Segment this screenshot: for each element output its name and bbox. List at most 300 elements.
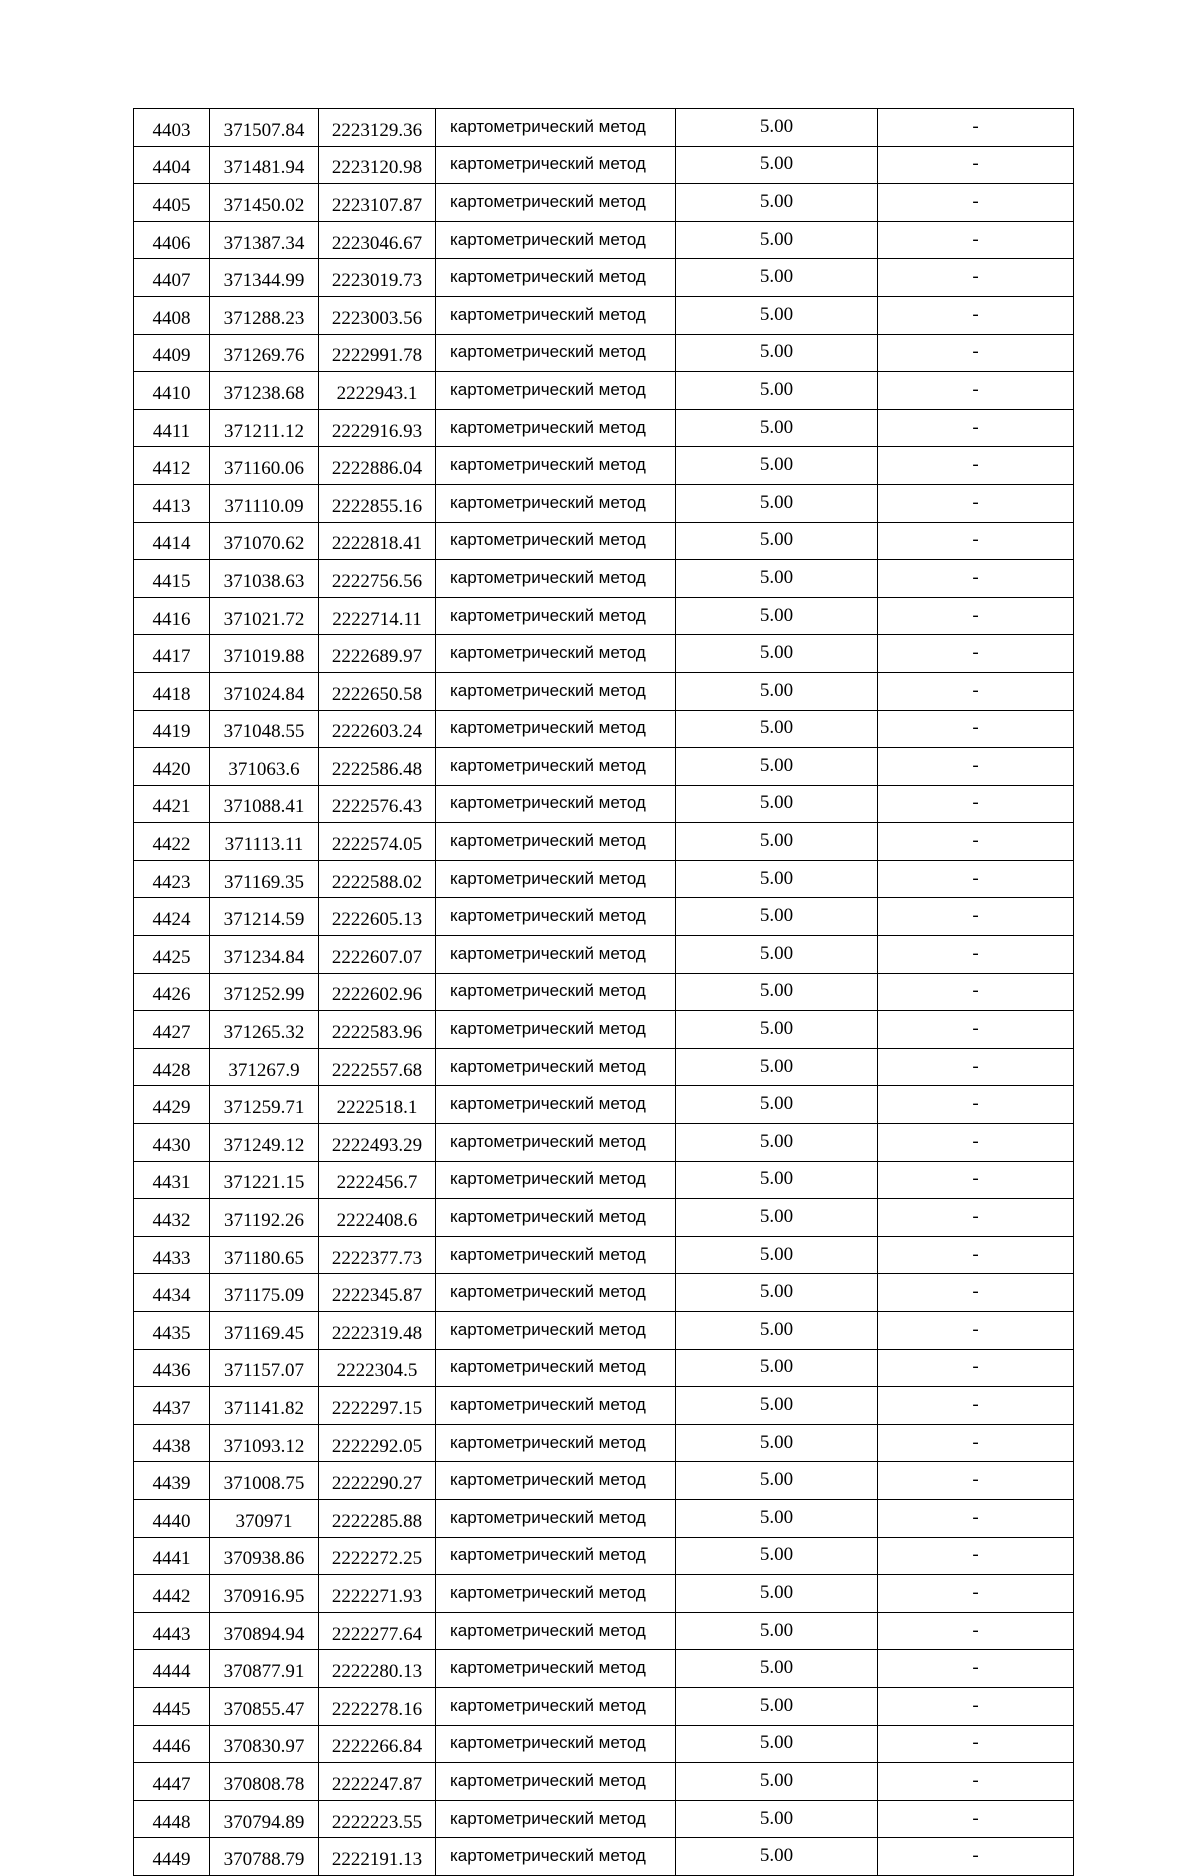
accuracy-cell: 5.00: [676, 1387, 878, 1425]
method-cell: картометрический метод: [436, 1236, 676, 1274]
y-coordinate-cell: 2222292.05: [319, 1424, 436, 1462]
point-number-cell: 4437: [134, 1387, 210, 1425]
x-coordinate-cell: 371180.65: [210, 1236, 319, 1274]
accuracy-cell: 5.00: [676, 1838, 878, 1876]
y-coordinate-cell: 2223046.67: [319, 221, 436, 259]
description-cell: -: [878, 1650, 1074, 1688]
table-row: [134, 823, 1074, 861]
method-cell: картометрический метод: [436, 1387, 676, 1425]
accuracy-cell: 5.00: [676, 409, 878, 447]
point-number-cell: 4426: [134, 973, 210, 1011]
x-coordinate-cell: 371481.94: [210, 146, 319, 184]
table-row: [134, 1048, 1074, 1086]
method-cell: картометрический метод: [436, 1011, 676, 1049]
y-coordinate-cell: 2222518.1: [319, 1086, 436, 1124]
method-cell: картометрический метод: [436, 1124, 676, 1162]
method-cell: картометрический метод: [436, 1725, 676, 1763]
x-coordinate-cell: 370830.97: [210, 1725, 319, 1763]
x-coordinate-cell: 371265.32: [210, 1011, 319, 1049]
accuracy-cell: 5.00: [676, 1424, 878, 1462]
table-row: [134, 1349, 1074, 1387]
method-cell: картометрический метод: [436, 522, 676, 560]
accuracy-cell: 5.00: [676, 146, 878, 184]
y-coordinate-cell: 2222271.93: [319, 1575, 436, 1613]
point-number-cell: 4416: [134, 597, 210, 635]
accuracy-cell: 5.00: [676, 1161, 878, 1199]
description-cell: -: [878, 785, 1074, 823]
method-cell: картометрический метод: [436, 1161, 676, 1199]
method-cell: картометрический метод: [436, 1086, 676, 1124]
description-cell: -: [878, 1349, 1074, 1387]
accuracy-cell: 5.00: [676, 296, 878, 334]
x-coordinate-cell: 370938.86: [210, 1537, 319, 1575]
x-coordinate-cell: 370894.94: [210, 1612, 319, 1650]
y-coordinate-cell: 2222886.04: [319, 447, 436, 485]
x-coordinate-cell: 371160.06: [210, 447, 319, 485]
method-cell: картометрический метод: [436, 1838, 676, 1876]
method-cell: картометрический метод: [436, 1650, 676, 1688]
y-coordinate-cell: 2222272.25: [319, 1537, 436, 1575]
x-coordinate-cell: 371110.09: [210, 484, 319, 522]
y-coordinate-cell: 2222991.78: [319, 334, 436, 372]
table-row: [134, 936, 1074, 974]
x-coordinate-cell: 371019.88: [210, 635, 319, 673]
point-number-cell: 4449: [134, 1838, 210, 1876]
method-cell: картометрический метод: [436, 672, 676, 710]
accuracy-cell: 5.00: [676, 334, 878, 372]
point-number-cell: 4415: [134, 560, 210, 598]
method-cell: картометрический метод: [436, 560, 676, 598]
point-number-cell: 4408: [134, 296, 210, 334]
table-row: [134, 1575, 1074, 1613]
description-cell: -: [878, 1011, 1074, 1049]
y-coordinate-cell: 2222297.15: [319, 1387, 436, 1425]
method-cell: картометрический метод: [436, 1687, 676, 1725]
point-number-cell: 4414: [134, 522, 210, 560]
table-row: [134, 1086, 1074, 1124]
method-cell: картометрический метод: [436, 1312, 676, 1350]
description-cell: -: [878, 560, 1074, 598]
accuracy-cell: 5.00: [676, 372, 878, 410]
point-number-cell: 4422: [134, 823, 210, 861]
y-coordinate-cell: 2222280.13: [319, 1650, 436, 1688]
y-coordinate-cell: 2222689.97: [319, 635, 436, 673]
point-number-cell: 4434: [134, 1274, 210, 1312]
table-row: [134, 1612, 1074, 1650]
description-cell: -: [878, 184, 1074, 222]
table-row: [134, 1274, 1074, 1312]
table-row: [134, 1011, 1074, 1049]
description-cell: -: [878, 1499, 1074, 1537]
table-row: [134, 1763, 1074, 1801]
point-number-cell: 4435: [134, 1312, 210, 1350]
table-row: [134, 109, 1074, 147]
y-coordinate-cell: 2222277.64: [319, 1612, 436, 1650]
x-coordinate-cell: 370788.79: [210, 1838, 319, 1876]
table-row: [134, 1838, 1074, 1876]
description-cell: -: [878, 1387, 1074, 1425]
y-coordinate-cell: 2222456.7: [319, 1161, 436, 1199]
accuracy-cell: 5.00: [676, 1274, 878, 1312]
table-row: [134, 1725, 1074, 1763]
x-coordinate-cell: 371169.45: [210, 1312, 319, 1350]
accuracy-cell: 5.00: [676, 184, 878, 222]
point-number-cell: 4420: [134, 748, 210, 786]
y-coordinate-cell: 2222557.68: [319, 1048, 436, 1086]
accuracy-cell: 5.00: [676, 860, 878, 898]
table-row: [134, 748, 1074, 786]
table-row: [134, 1650, 1074, 1688]
y-coordinate-cell: 2222605.13: [319, 898, 436, 936]
point-number-cell: 4432: [134, 1199, 210, 1237]
x-coordinate-cell: 371344.99: [210, 259, 319, 297]
method-cell: картометрический метод: [436, 785, 676, 823]
y-coordinate-cell: 2222576.43: [319, 785, 436, 823]
point-number-cell: 4424: [134, 898, 210, 936]
accuracy-cell: 5.00: [676, 1048, 878, 1086]
description-cell: -: [878, 1424, 1074, 1462]
table-row: [134, 259, 1074, 297]
y-coordinate-cell: 2222266.84: [319, 1725, 436, 1763]
point-number-cell: 4440: [134, 1499, 210, 1537]
point-number-cell: 4442: [134, 1575, 210, 1613]
x-coordinate-cell: 370877.91: [210, 1650, 319, 1688]
table-row: [134, 1312, 1074, 1350]
method-cell: картометрический метод: [436, 334, 676, 372]
accuracy-cell: 5.00: [676, 1537, 878, 1575]
description-cell: -: [878, 1725, 1074, 1763]
accuracy-cell: 5.00: [676, 672, 878, 710]
accuracy-cell: 5.00: [676, 522, 878, 560]
table-row: [134, 672, 1074, 710]
table-row: [134, 1199, 1074, 1237]
accuracy-cell: 5.00: [676, 785, 878, 823]
table-row: [134, 184, 1074, 222]
accuracy-cell: 5.00: [676, 597, 878, 635]
point-number-cell: 4421: [134, 785, 210, 823]
description-cell: -: [878, 334, 1074, 372]
x-coordinate-cell: 370808.78: [210, 1763, 319, 1801]
description-cell: -: [878, 221, 1074, 259]
y-coordinate-cell: 2222247.87: [319, 1763, 436, 1801]
description-cell: -: [878, 1800, 1074, 1838]
description-cell: -: [878, 1312, 1074, 1350]
description-cell: -: [878, 484, 1074, 522]
method-cell: картометрический метод: [436, 936, 676, 974]
y-coordinate-cell: 2222493.29: [319, 1124, 436, 1162]
y-coordinate-cell: 2222714.11: [319, 597, 436, 635]
point-number-cell: 4413: [134, 484, 210, 522]
description-cell: -: [878, 1199, 1074, 1237]
method-cell: картометрический метод: [436, 1763, 676, 1801]
accuracy-cell: 5.00: [676, 560, 878, 598]
point-number-cell: 4427: [134, 1011, 210, 1049]
description-cell: -: [878, 1763, 1074, 1801]
point-number-cell: 4405: [134, 184, 210, 222]
accuracy-cell: 5.00: [676, 898, 878, 936]
method-cell: картометрический метод: [436, 898, 676, 936]
accuracy-cell: 5.00: [676, 1462, 878, 1500]
method-cell: картометрический метод: [436, 1462, 676, 1500]
coordinates-table: [133, 108, 1074, 1876]
table-row: [134, 372, 1074, 410]
accuracy-cell: 5.00: [676, 1011, 878, 1049]
method-cell: картометрический метод: [436, 1499, 676, 1537]
table-row: [134, 522, 1074, 560]
accuracy-cell: 5.00: [676, 1499, 878, 1537]
x-coordinate-cell: 371221.15: [210, 1161, 319, 1199]
description-cell: -: [878, 1236, 1074, 1274]
x-coordinate-cell: 371252.99: [210, 973, 319, 1011]
y-coordinate-cell: 2222650.58: [319, 672, 436, 710]
accuracy-cell: 5.00: [676, 1575, 878, 1613]
y-coordinate-cell: 2222943.1: [319, 372, 436, 410]
y-coordinate-cell: 2222818.41: [319, 522, 436, 560]
point-number-cell: 4431: [134, 1161, 210, 1199]
y-coordinate-cell: 2222603.24: [319, 710, 436, 748]
method-cell: картометрический метод: [436, 409, 676, 447]
y-coordinate-cell: 2222377.73: [319, 1236, 436, 1274]
accuracy-cell: 5.00: [676, 1800, 878, 1838]
description-cell: -: [878, 1575, 1074, 1613]
table-row: [134, 146, 1074, 184]
y-coordinate-cell: 2222583.96: [319, 1011, 436, 1049]
x-coordinate-cell: 371008.75: [210, 1462, 319, 1500]
accuracy-cell: 5.00: [676, 1650, 878, 1688]
x-coordinate-cell: 371070.62: [210, 522, 319, 560]
x-coordinate-cell: 371211.12: [210, 409, 319, 447]
point-number-cell: 4418: [134, 672, 210, 710]
point-number-cell: 4441: [134, 1537, 210, 1575]
y-coordinate-cell: 2222756.56: [319, 560, 436, 598]
table-row: [134, 898, 1074, 936]
method-cell: картометрический метод: [436, 635, 676, 673]
y-coordinate-cell: 2222586.48: [319, 748, 436, 786]
method-cell: картометрический метод: [436, 1274, 676, 1312]
description-cell: -: [878, 1161, 1074, 1199]
x-coordinate-cell: 371259.71: [210, 1086, 319, 1124]
accuracy-cell: 5.00: [676, 1236, 878, 1274]
table-row: [134, 334, 1074, 372]
y-coordinate-cell: 2222290.27: [319, 1462, 436, 1500]
y-coordinate-cell: 2222304.5: [319, 1349, 436, 1387]
point-number-cell: 4423: [134, 860, 210, 898]
method-cell: картометрический метод: [436, 1575, 676, 1613]
method-cell: картометрический метод: [436, 184, 676, 222]
y-coordinate-cell: 2222285.88: [319, 1499, 436, 1537]
accuracy-cell: 5.00: [676, 447, 878, 485]
description-cell: -: [878, 710, 1074, 748]
x-coordinate-cell: 371048.55: [210, 710, 319, 748]
point-number-cell: 4429: [134, 1086, 210, 1124]
x-coordinate-cell: 370855.47: [210, 1687, 319, 1725]
x-coordinate-cell: 370916.95: [210, 1575, 319, 1613]
method-cell: картометрический метод: [436, 1199, 676, 1237]
table-row: [134, 296, 1074, 334]
y-coordinate-cell: 2222855.16: [319, 484, 436, 522]
point-number-cell: 4419: [134, 710, 210, 748]
method-cell: картометрический метод: [436, 372, 676, 410]
table-row: [134, 597, 1074, 635]
description-cell: -: [878, 1687, 1074, 1725]
x-coordinate-cell: 371249.12: [210, 1124, 319, 1162]
accuracy-cell: 5.00: [676, 1124, 878, 1162]
point-number-cell: 4428: [134, 1048, 210, 1086]
x-coordinate-cell: 370794.89: [210, 1800, 319, 1838]
x-coordinate-cell: 371093.12: [210, 1424, 319, 1462]
table-row: [134, 973, 1074, 1011]
point-number-cell: 4407: [134, 259, 210, 297]
y-coordinate-cell: 2223107.87: [319, 184, 436, 222]
accuracy-cell: 5.00: [676, 1687, 878, 1725]
x-coordinate-cell: 371507.84: [210, 109, 319, 147]
point-number-cell: 4412: [134, 447, 210, 485]
method-cell: картометрический метод: [436, 1800, 676, 1838]
point-number-cell: 4444: [134, 1650, 210, 1688]
x-coordinate-cell: 371063.6: [210, 748, 319, 786]
description-cell: -: [878, 296, 1074, 334]
description-cell: -: [878, 372, 1074, 410]
y-coordinate-cell: 2222602.96: [319, 973, 436, 1011]
accuracy-cell: 5.00: [676, 221, 878, 259]
table-row: [134, 409, 1074, 447]
y-coordinate-cell: 2222588.02: [319, 860, 436, 898]
description-cell: -: [878, 860, 1074, 898]
accuracy-cell: 5.00: [676, 973, 878, 1011]
table-row: [134, 447, 1074, 485]
accuracy-cell: 5.00: [676, 710, 878, 748]
accuracy-cell: 5.00: [676, 259, 878, 297]
description-cell: -: [878, 748, 1074, 786]
x-coordinate-cell: 371214.59: [210, 898, 319, 936]
description-cell: -: [878, 109, 1074, 147]
description-cell: -: [878, 146, 1074, 184]
method-cell: картометрический метод: [436, 221, 676, 259]
accuracy-cell: 5.00: [676, 1763, 878, 1801]
method-cell: картометрический метод: [436, 748, 676, 786]
point-number-cell: 4430: [134, 1124, 210, 1162]
x-coordinate-cell: 371169.35: [210, 860, 319, 898]
y-coordinate-cell: 2222607.07: [319, 936, 436, 974]
y-coordinate-cell: 2222916.93: [319, 409, 436, 447]
description-cell: -: [878, 1838, 1074, 1876]
accuracy-cell: 5.00: [676, 1312, 878, 1350]
x-coordinate-cell: 371157.07: [210, 1349, 319, 1387]
accuracy-cell: 5.00: [676, 936, 878, 974]
accuracy-cell: 5.00: [676, 484, 878, 522]
method-cell: картометрический метод: [436, 823, 676, 861]
point-number-cell: 4404: [134, 146, 210, 184]
table-row: [134, 1424, 1074, 1462]
point-number-cell: 4446: [134, 1725, 210, 1763]
description-cell: -: [878, 597, 1074, 635]
description-cell: -: [878, 973, 1074, 1011]
point-number-cell: 4425: [134, 936, 210, 974]
y-coordinate-cell: 2223120.98: [319, 146, 436, 184]
coordinates-table-body: [134, 109, 1074, 1876]
table-row: [134, 785, 1074, 823]
y-coordinate-cell: 2222319.48: [319, 1312, 436, 1350]
x-coordinate-cell: 371288.23: [210, 296, 319, 334]
table-row: [134, 484, 1074, 522]
x-coordinate-cell: 371175.09: [210, 1274, 319, 1312]
table-row: [134, 1161, 1074, 1199]
description-cell: -: [878, 1086, 1074, 1124]
table-row: [134, 1687, 1074, 1725]
point-number-cell: 4403: [134, 109, 210, 147]
x-coordinate-cell: 371267.9: [210, 1048, 319, 1086]
x-coordinate-cell: 370971: [210, 1499, 319, 1537]
accuracy-cell: 5.00: [676, 109, 878, 147]
description-cell: -: [878, 259, 1074, 297]
description-cell: -: [878, 1537, 1074, 1575]
accuracy-cell: 5.00: [676, 1086, 878, 1124]
table-row: [134, 1800, 1074, 1838]
accuracy-cell: 5.00: [676, 823, 878, 861]
y-coordinate-cell: 2222191.13: [319, 1838, 436, 1876]
x-coordinate-cell: 371450.02: [210, 184, 319, 222]
y-coordinate-cell: 2222278.16: [319, 1687, 436, 1725]
x-coordinate-cell: 371088.41: [210, 785, 319, 823]
point-number-cell: 4406: [134, 221, 210, 259]
accuracy-cell: 5.00: [676, 635, 878, 673]
method-cell: картометрический метод: [436, 710, 676, 748]
method-cell: картометрический метод: [436, 1612, 676, 1650]
description-cell: -: [878, 409, 1074, 447]
method-cell: картометрический метод: [436, 484, 676, 522]
method-cell: картометрический метод: [436, 860, 676, 898]
point-number-cell: 4445: [134, 1687, 210, 1725]
accuracy-cell: 5.00: [676, 1349, 878, 1387]
table-row: [134, 221, 1074, 259]
point-number-cell: 4448: [134, 1800, 210, 1838]
table-row: [134, 1462, 1074, 1500]
x-coordinate-cell: 371192.26: [210, 1199, 319, 1237]
description-cell: -: [878, 672, 1074, 710]
table-row: [134, 1124, 1074, 1162]
y-coordinate-cell: 2223129.36: [319, 109, 436, 147]
method-cell: картометрический метод: [436, 1349, 676, 1387]
x-coordinate-cell: 371141.82: [210, 1387, 319, 1425]
table-row: [134, 1537, 1074, 1575]
point-number-cell: 4433: [134, 1236, 210, 1274]
method-cell: картометрический метод: [436, 109, 676, 147]
method-cell: картометрический метод: [436, 146, 676, 184]
description-cell: -: [878, 1124, 1074, 1162]
x-coordinate-cell: 371024.84: [210, 672, 319, 710]
method-cell: картометрический метод: [436, 973, 676, 1011]
description-cell: -: [878, 936, 1074, 974]
x-coordinate-cell: 371269.76: [210, 334, 319, 372]
x-coordinate-cell: 371021.72: [210, 597, 319, 635]
x-coordinate-cell: 371038.63: [210, 560, 319, 598]
description-cell: -: [878, 1612, 1074, 1650]
method-cell: картометрический метод: [436, 1048, 676, 1086]
y-coordinate-cell: 2222223.55: [319, 1800, 436, 1838]
table-row: [134, 710, 1074, 748]
description-cell: -: [878, 1048, 1074, 1086]
table-row: [134, 1236, 1074, 1274]
method-cell: картометрический метод: [436, 1537, 676, 1575]
description-cell: -: [878, 898, 1074, 936]
y-coordinate-cell: 2222408.6: [319, 1199, 436, 1237]
table-row: [134, 560, 1074, 598]
point-number-cell: 4447: [134, 1763, 210, 1801]
method-cell: картометрический метод: [436, 259, 676, 297]
point-number-cell: 4436: [134, 1349, 210, 1387]
point-number-cell: 4417: [134, 635, 210, 673]
description-cell: -: [878, 447, 1074, 485]
